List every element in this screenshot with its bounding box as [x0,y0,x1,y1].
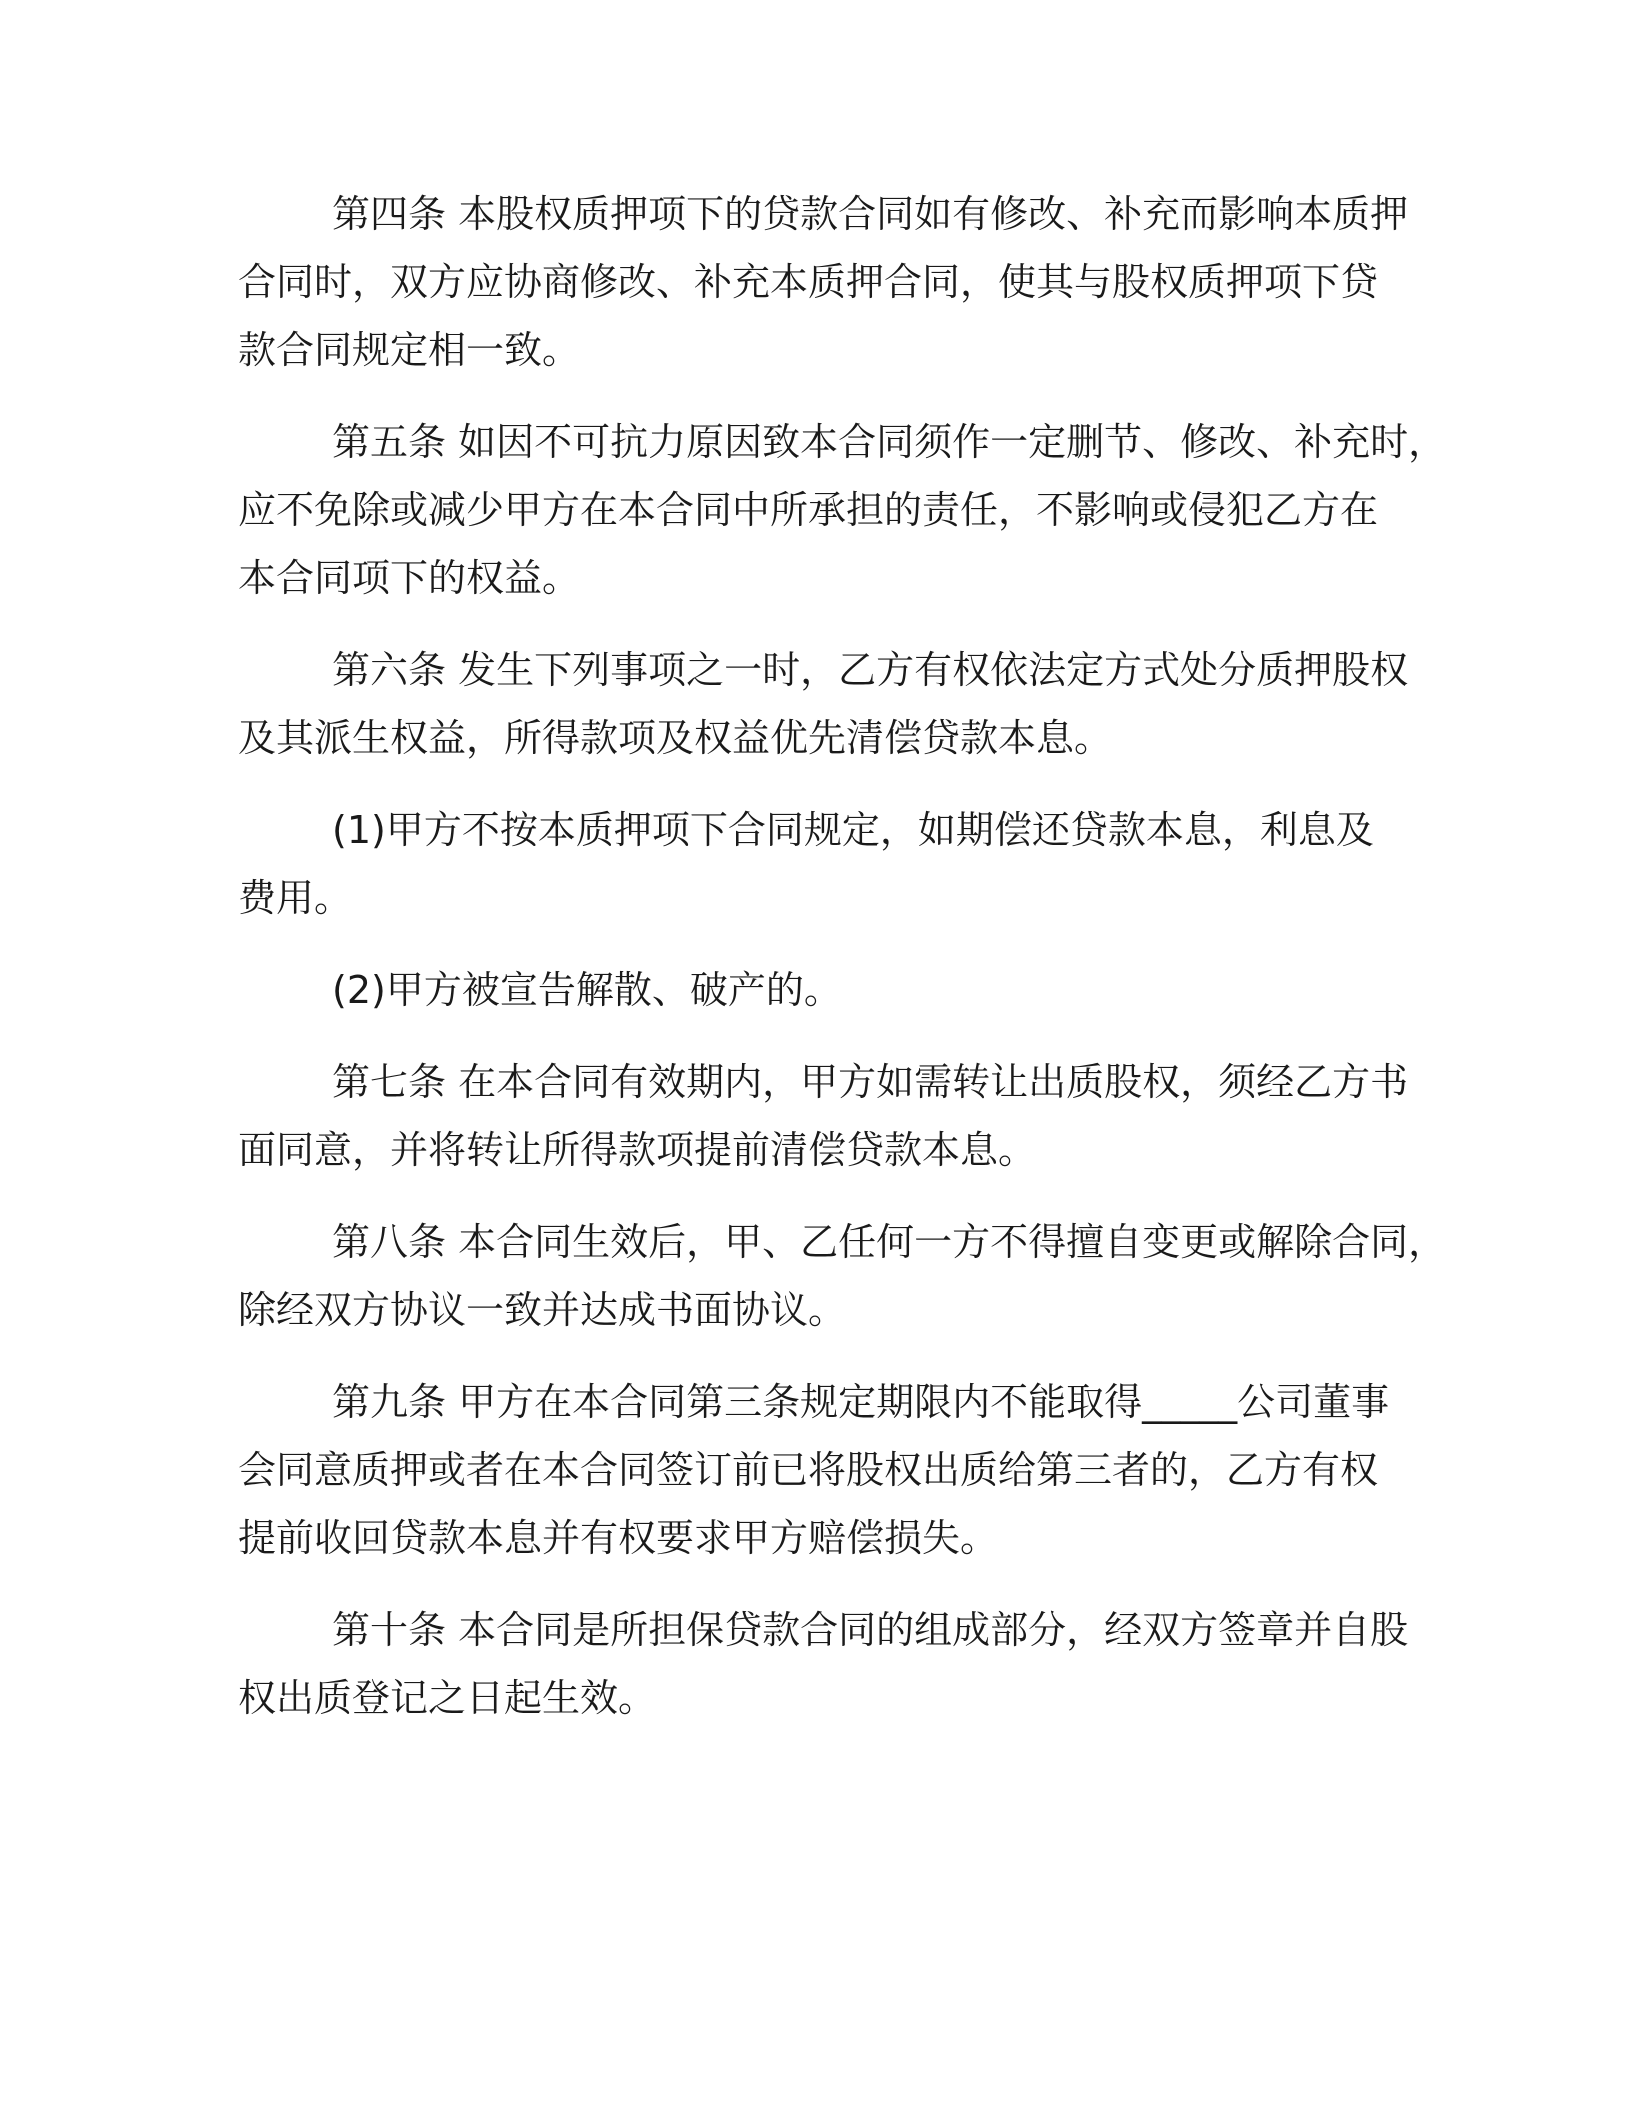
item-1-line-2: 费用。 [238,876,353,920]
article-4-line-3: 款合同规定相一致。 [238,328,581,372]
article-10-line-2: 权出质登记之日起生效。 [238,1676,657,1720]
article-6-line-1: 第六条 发生下列事项之一时，乙方有权依法定方式处分质押股权 [332,648,1409,692]
item-2-line-1: (2)甲方被宣告解散、破产的。 [332,968,842,1012]
item-1-line-1: (1)甲方不按本质押项下合同规定，如期偿还贷款本息，利息及 [332,808,1374,852]
article-9-line-3: 提前收回贷款本息并有权要求甲方赔偿损失。 [238,1516,999,1560]
article-5-line-3: 本合同项下的权益。 [238,556,581,600]
article-8-line-2: 除经双方协议一致并达成书面协议。 [238,1288,847,1332]
article-7-line-2: 面同意，并将转让所得款项提前清偿贷款本息。 [238,1128,1037,1172]
article-7-line-1: 第七条 在本合同有效期内，甲方如需转让出质股权，须经乙方书 [332,1060,1409,1104]
article-8-line-1: 第八条 本合同生效后，甲、乙任何一方不得擅自变更或解除合同， [332,1220,1447,1264]
article-9-line-2: 会同意质押或者在本合同签订前已将股权出质给第三者的，乙方有权 [238,1448,1379,1492]
article-10-line-1: 第十条 本合同是所担保贷款合同的组成部分，经双方签章并自股 [332,1608,1409,1652]
article-6-line-2: 及其派生权益，所得款项及权益优先清偿贷款本息。 [238,716,1113,760]
article-5-line-1: 第五条 如因不可抗力原因致本合同须作一定删节、修改、补充时， [332,420,1447,464]
article-4-line-2: 合同时，双方应协商修改、补充本质押合同，使其与股权质押项下贷 [238,260,1379,304]
article-5-line-2: 应不免除或减少甲方在本合同中所承担的责任，不影响或侵犯乙方在 [238,488,1379,532]
article-4-line-1: 第四条 本股权质押项下的贷款合同如有修改、补充而影响本质押 [332,192,1409,236]
article-9-line-1: 第九条 甲方在本合同第三条规定期限内不能取得_____公司董事 [332,1380,1390,1424]
